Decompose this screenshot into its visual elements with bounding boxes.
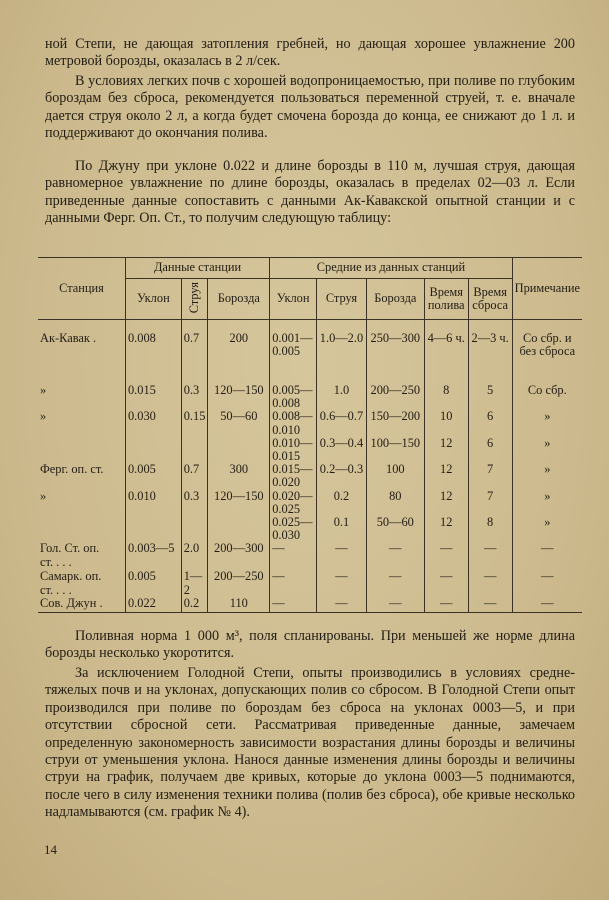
cell-avg-furrow: 50—60 [366,516,424,542]
table-row [38,410,582,436]
cell-avg-furrow: 150—200 [366,410,424,436]
cell-avg-slope: 0.005— 0.008 [270,384,317,410]
paragraph-2: В условиях легких почв с хорошей водопроницаемостью, при поливе по глубоким бороздам без сброса, рекомендуется пользоваться переменной струей, т. е. вначале дается струя около 2 л, а когда будет смочена борозда до конца, ее снижают до 1 л. и поддерживают до окончания полива. [45,73,575,142]
cell-station: » [40,409,47,424]
cell-avg-stream: — [317,570,367,596]
cell-station: Ак-Кавак . [40,331,97,345]
cell-time-drain: 6 [468,410,512,436]
cell-note: » [512,437,582,463]
cell-avg-stream: 0.3—0.4 [317,437,367,463]
cell-station: Гол. Ст. оп. ст. . . . [40,541,100,569]
cell-avg-slope: 0.025— 0.030 [270,516,317,542]
cell-station [38,516,125,542]
table-body [38,320,582,613]
cell-station-stream: 0.3 [181,384,208,410]
header-time-irrigation: Время полива [424,279,468,320]
cell-avg-slope: 0.001— 0.005 [270,332,317,384]
cell-note: » [512,516,582,542]
cell-time-drain: 7 [468,463,512,489]
cell-station-furrow: 120—150 [208,490,270,516]
cell-avg-slope: 0.010— 0.015 [270,437,317,463]
cell-note: — [512,597,582,613]
header-station-stream: Струя [181,279,208,320]
cell-note: » [512,463,582,489]
cell-station-stream: 0.2 [181,597,208,613]
header-station-furrow: Борозда [208,279,270,320]
header-group-station: Данные станции [125,258,269,279]
cell-station-stream: 0.7 [181,463,208,489]
cell-avg-furrow: 200—250 [366,384,424,410]
cell-station: Сов. Джун . [38,597,125,613]
page-number: 14 [44,842,57,857]
cell-avg-slope: — [270,570,317,596]
cell-avg-stream: 0.1 [317,516,367,542]
cell-note: » [512,410,582,436]
header-station-slope: Уклон [125,279,181,320]
cell-avg-slope: 0.020— 0.025 [270,490,317,516]
cell-station: Ферг. оп. ст. [40,462,104,477]
cell-avg-furrow: 100—150 [366,437,424,463]
cell-station-slope: 0.008 [125,332,181,384]
table-row [38,332,582,384]
table-row [38,463,582,489]
cell-station-slope: 0.003—5 [125,542,181,570]
cell-station-slope: 0.015 [125,384,181,410]
cell-station-furrow: 50—60 [208,410,270,436]
cell-station-furrow: 200 [208,332,270,384]
cell-station-slope: 0.005 [125,570,181,596]
header-avg-furrow: Борозда [366,279,424,320]
cell-avg-furrow: — [366,542,424,570]
cell-station-slope: 0.005 [125,463,181,489]
header-avg-slope: Уклон [270,279,317,320]
cell-time-irrigation: — [424,570,468,596]
cell-avg-stream: 1.0—2.0 [317,332,367,384]
cell-time-irrigation: 12 [424,463,468,489]
table-row [38,597,582,613]
header-station: Станция [38,258,125,320]
paragraph-3: По Джуну при уклоне 0.022 и длине борозды в 110 м, лучшая струя, дающая равномерное увлажнение по длине борозды, оказалась в пределах 02—03 л. Если приведенные данные сопоставить с данными Ак-Кавакской опытной станции и с данными Ферг. Оп. Ст., то получим следующую таблицу: [45,158,575,227]
cell-station-slope: 0.010 [125,490,181,516]
cell-time-irrigation: — [424,597,468,613]
cell-station-furrow: 200—250 [208,570,270,596]
cell-avg-stream: — [317,542,367,570]
table-row [38,516,582,542]
cell-station: Самарк. оп. ст. . . . [40,569,102,597]
cell-station-furrow [208,437,270,463]
cell-station-stream: 1—2 [181,570,208,596]
header-group-average: Средние из данных станций [270,258,512,279]
cell-station-slope: 0.030 [125,410,181,436]
cell-avg-furrow: — [366,597,424,613]
cell-avg-slope: 0.008— 0.010 [270,410,317,436]
cell-station-furrow: 300 [208,463,270,489]
cell-time-drain: 5 [468,384,512,410]
cell-avg-stream: 1.0 [317,384,367,410]
cell-time-drain: 7 [468,490,512,516]
cell-note: Со сбр. и без сброса [512,332,582,384]
cell-station-stream: 0.3 [181,490,208,516]
cell-station-slope [125,516,181,542]
cell-station-slope [125,437,181,463]
cell-avg-stream: 0.2—0.3 [317,463,367,489]
cell-avg-slope: 0.015— 0.020 [270,463,317,489]
cell-avg-furrow: 100 [366,463,424,489]
cell-avg-slope: — [270,597,317,613]
cell-station-stream: 0.7 [181,332,208,384]
cell-time-drain: — [468,597,512,613]
cell-note: — [512,570,582,596]
paragraph-5: За исключением Голодной Степи, опыты производились в условиях средне-тяжелых почв и на уклонах, допускающих полив со сбросом. В Голодной Степи опыт производился при поливе по бороздам без сброса на уклонах 0003—5, и при отсутствии сбросной сети. Рассматривая приведенные данные, замечаем определенную закономерность зависимости возрастания длины борозды и величины струи от уменьшения уклона. Нанося данные изменения длины борозды и величины струи на график, получаем две кривых, которые до уклона 0003—5 поднимаются, после чего в силу изменения техники полива (полив без сброса), обе кривые несколько надламываются (см. график № 4). [45,665,575,821]
cell-avg-stream: 0.6—0.7 [317,410,367,436]
cell-station-furrow: 200—300 [208,542,270,570]
cell-station-furrow [208,516,270,542]
cell-station-furrow: 110 [208,597,270,613]
cell-avg-stream: 0.2 [317,490,367,516]
cell-time-drain: 6 [468,437,512,463]
cell-note: — [512,542,582,570]
header-avg-stream: Струя [317,279,367,320]
cell-note: » [512,490,582,516]
cell-note: Со сбр. [512,384,582,410]
cell-time-irrigation: 4—6 ч. [424,332,468,384]
cell-time-irrigation: 12 [424,490,468,516]
cell-avg-furrow: 250—300 [366,332,424,384]
cell-station [38,437,125,463]
cell-station-stream: 0.15 [181,410,208,436]
cell-avg-furrow: 80 [366,490,424,516]
cell-time-irrigation: 12 [424,437,468,463]
table-row [38,384,582,410]
paragraph-4: Поливная норма 1 000 м³, поля спланированы. При меньшей же норме длина борозды несколько укоротится. [45,628,575,662]
cell-station-slope: 0.022 [125,597,181,613]
table-row [38,437,582,463]
cell-time-irrigation: — [424,542,468,570]
cell-time-drain: — [468,542,512,570]
cell-time-drain: 2—3 ч. [468,332,512,384]
cell-station: » [40,383,47,397]
paragraph-1: ной Степи, не дающая затопления гребней, но дающая хорошее увлажнение 200 метровой борозды, оказалась в 2 л/сек. [45,36,575,70]
table-row [38,542,582,570]
cell-time-irrigation: 10 [424,410,468,436]
header-time-drain: Время сброса [468,279,512,320]
cell-station-stream [181,437,208,463]
cell-avg-furrow: — [366,570,424,596]
cell-station-stream [181,516,208,542]
furrow-data-table [38,257,582,613]
cell-avg-stream: — [317,597,367,613]
table-row [38,490,582,516]
cell-avg-slope: — [270,542,317,570]
cell-time-drain: — [468,570,512,596]
cell-time-irrigation: 8 [424,384,468,410]
cell-time-drain: 8 [468,516,512,542]
cell-station-furrow: 120—150 [208,384,270,410]
table-row [38,570,582,596]
header-note: Примечание [512,258,582,320]
cell-time-irrigation: 12 [424,516,468,542]
cell-station-stream: 2.0 [181,542,208,570]
cell-station: » [40,488,47,503]
